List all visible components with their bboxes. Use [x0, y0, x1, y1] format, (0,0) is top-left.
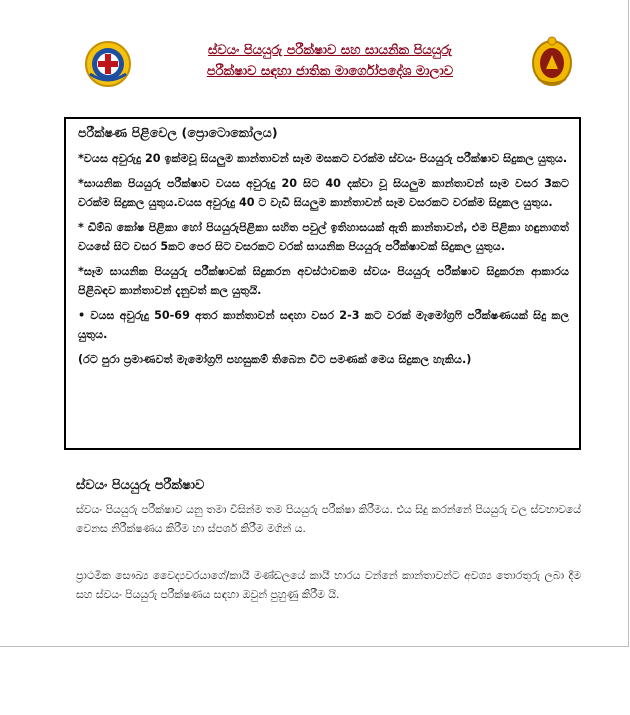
title-line-1: ස්වයං පියයුරු පරීක්ෂාව සහ සායනික පියයුරු	[208, 43, 452, 58]
health-ministry-emblem-icon	[84, 40, 132, 88]
protocol-item-2: *සායනික පියයුරු පරීක්ෂාව වයස අවුරුදු 20 සිට 40 දක්වා වූ සියලුම කාන්තාවන් සෑම වසර 3කට වරක්ම සිදුකල යුතුය.වයස අවුරුදු 40 ට වැඩි සියලුම කාන්තාවන් සෑම වසරකට වරක්ම සිදුකල යුතුය.	[78, 177, 569, 209]
protocol-heading: පරීක්ෂණ පිළිවෙල (ප්‍රොටොකෝලය)	[78, 125, 278, 140]
protocol-item-1: *වයස අවුරුදු 20 ඉක්මවූ සියලුම කාන්තාවන් සෑම මසකට වරක්ම ස්වයං පියයුරු පරීක්ෂාව සිදුකල යුතුය.	[78, 152, 568, 165]
document-title	[140, 40, 520, 82]
protocol-box	[64, 117, 581, 450]
protocol-item-4: *සෑම සායනික පියයුරු පරීක්ෂාවක් සිදුකරන අවස්ථාවකම ස්වයං පියයුරු පරීක්ෂාව සිදුකරන ආකාරය පිළිබඳව කාන්තාවන් දැනුවත් කල යුතුයි.	[78, 265, 569, 297]
self-exam-paragraph-1: ස්වයං පියයුරු පරීක්ෂාව යනු තමා විසින්ම තම පියයුරු පරීක්ෂා කිරීමය. එය සිදු කරන්නේ පියයුරු වල ස්වභාවයේ වෙනස නිරීක්ෂණය කිරීම හා ස්පර්ශ කිරීම මගින් ය.	[76, 503, 581, 535]
self-exam-title: ස්වයං පියයුරු පරීක්ෂාව	[76, 478, 205, 493]
protocol-item-5: • වයස අවුරුදු 50-69 අතර කාන්තාවන් සඳහා වසර 2-3 කට වරක් මැමෝග්‍රෆි පරීක්ෂණයක් සිදු කල යුතුය.	[78, 309, 569, 341]
protocol-note: (රට පුරා ප්‍රමාණවත් මැමෝග්‍රෆි පහසුකම් තිබෙන විට පමණක් මෙය සිදුකල හැකිය.)	[78, 353, 472, 366]
sri-lanka-state-emblem-icon	[530, 35, 574, 87]
document-header	[0, 0, 628, 110]
title-line-2: පරීක්ෂාව සඳහා ජාතික මාර්ගෝපදේශ මාලාව	[206, 64, 454, 79]
self-exam-paragraph-2: ප්‍රාථමික සෞඛ්‍ය වෛද්‍යවරයාගේ/කායී මණ්ඩලයේ කායී භාරය වන්නේ කාන්තාවන්ට අවශ්‍ය තොරතුරු ලබා දීම සහ ස්වයං පියයුරු පරීක්ෂණය සඳහා ඔවුන් පුහුණු කිරීම යි.	[76, 569, 581, 601]
protocol-item-3: * ඩිම්බ කෝෂ පිළිකා හෝ පියයුරුපිළිකා සහිත පවුල් ඉතිහාසයක් ඇති කාන්තාවන්, එම පිළිකා හඳුනාගත් වයසේ සිට වසර 5කට පෙර සිට වසරකට වරක් සායනික පියයුරු පරීක්ෂාවක් සිදුකල යුතුය.	[78, 221, 569, 253]
